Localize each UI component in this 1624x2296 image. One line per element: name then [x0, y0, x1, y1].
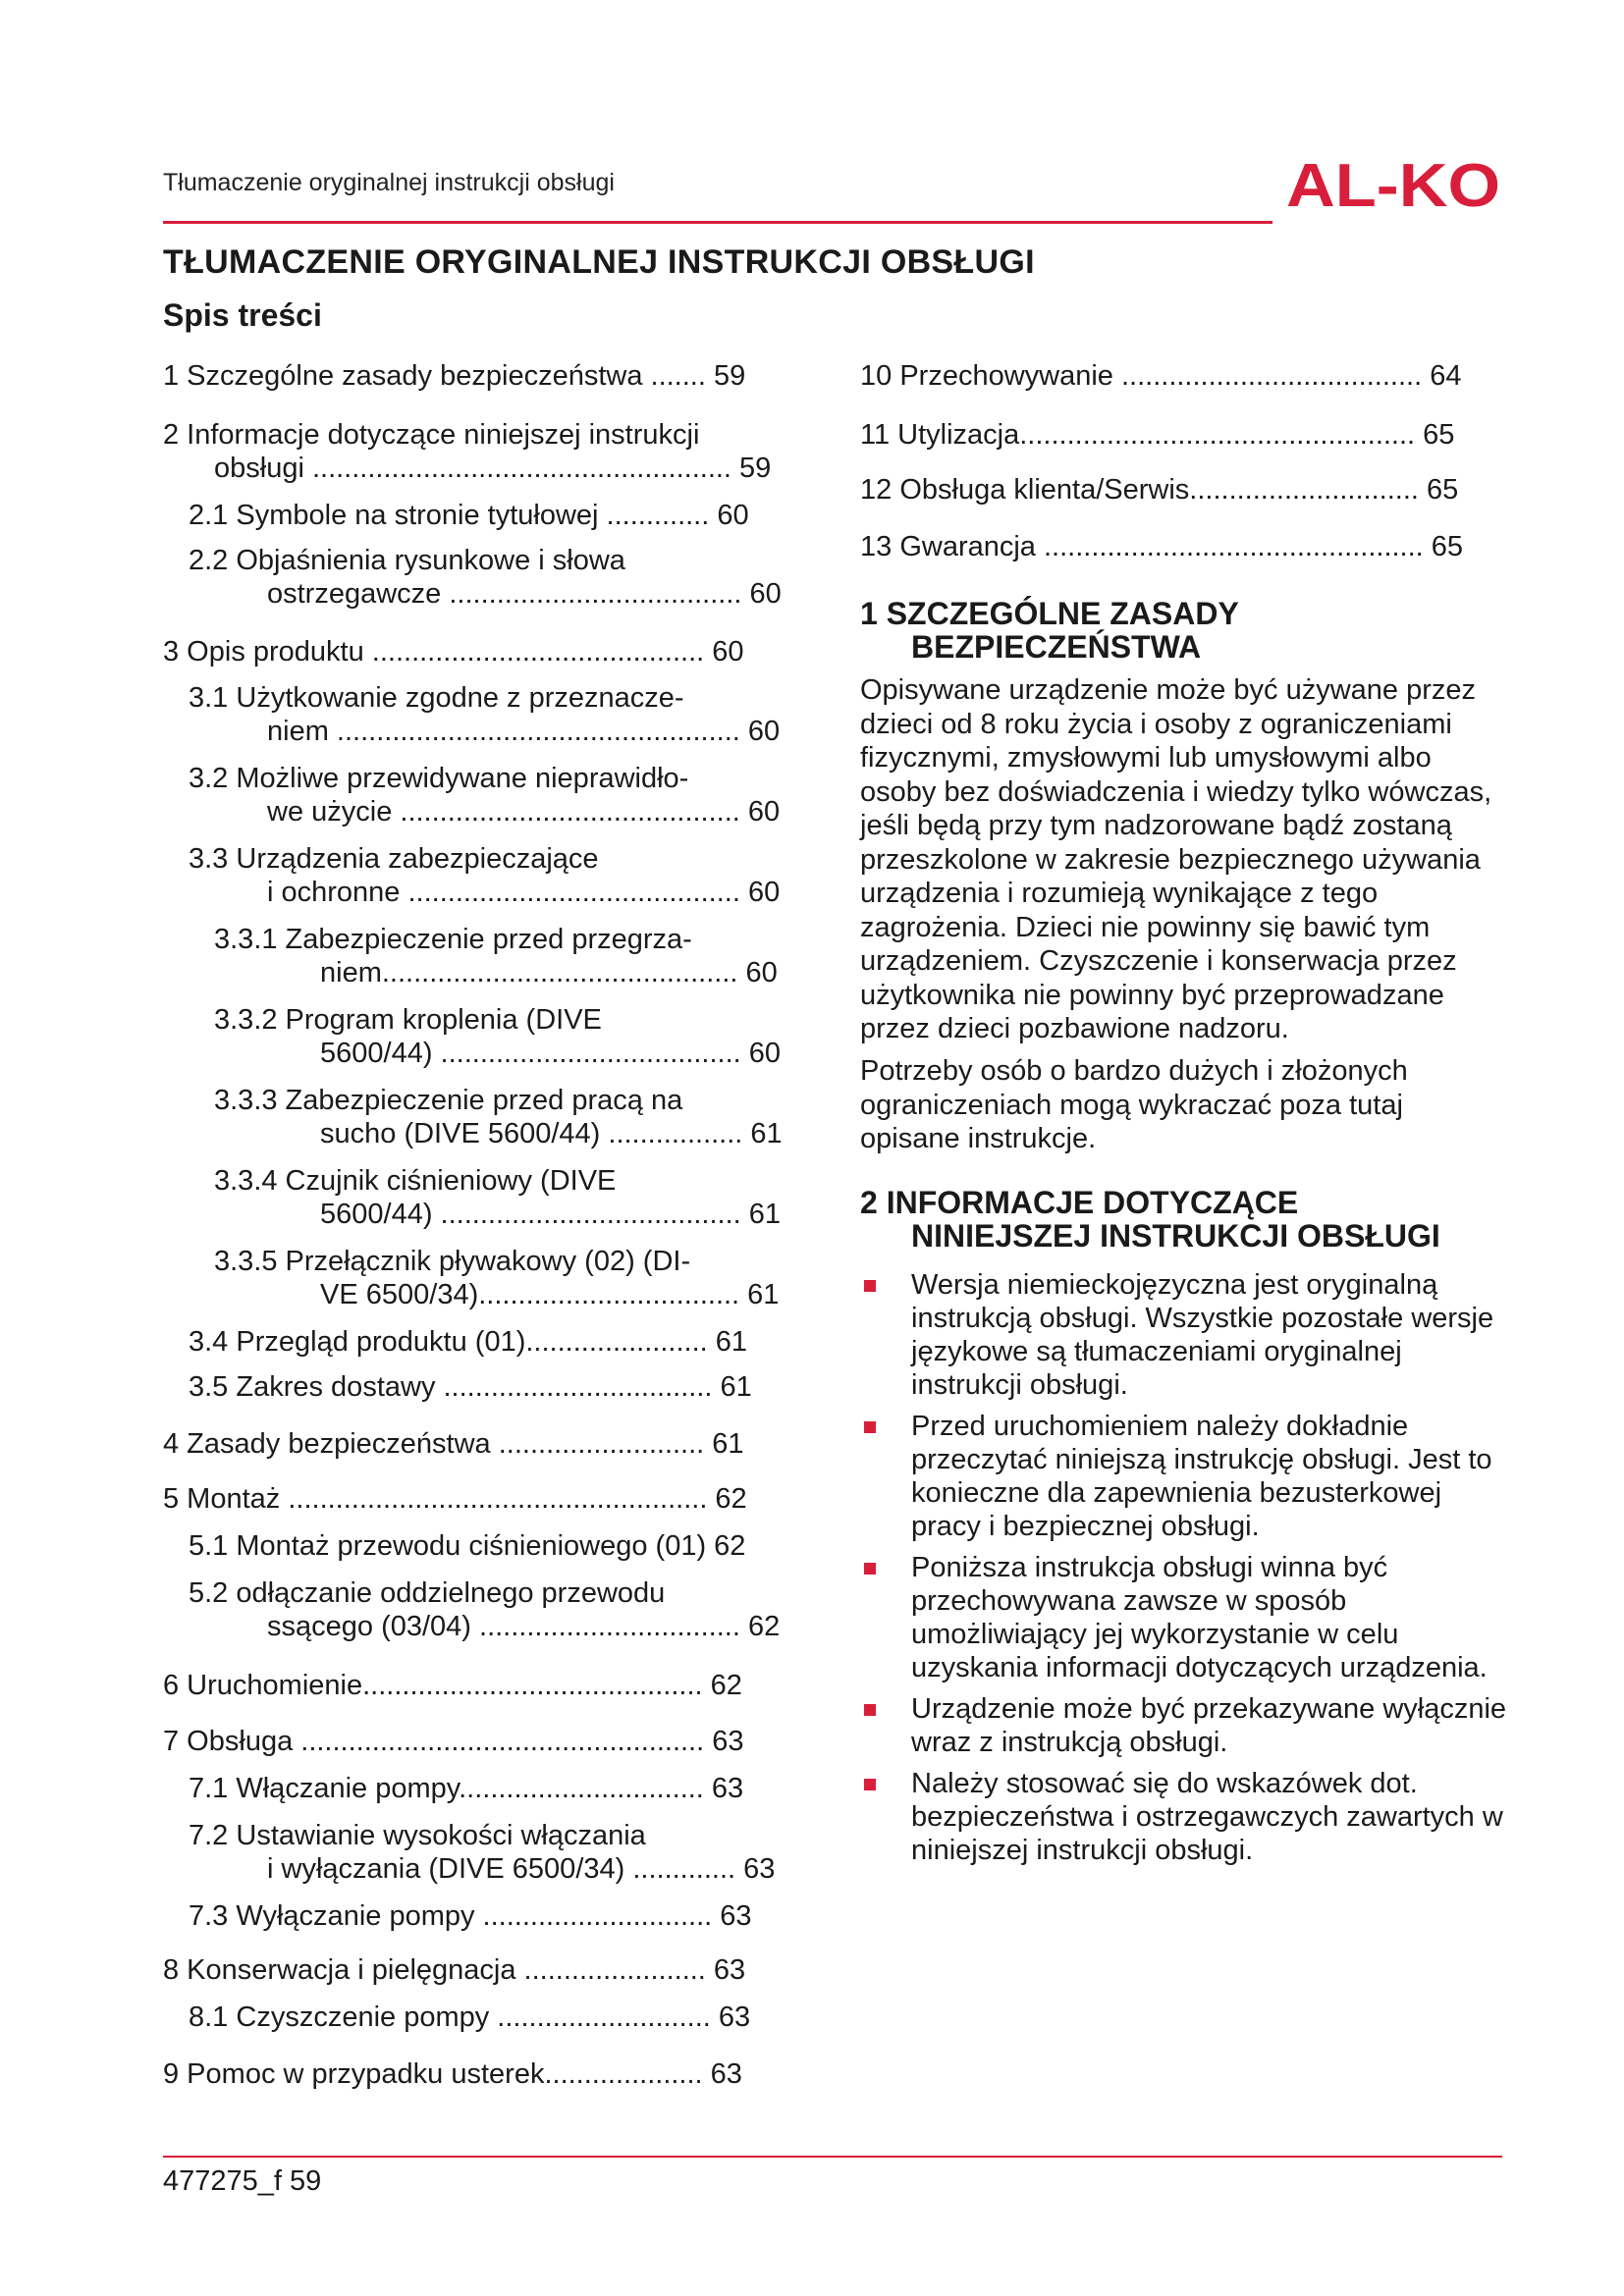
toc-entry[interactable]: 3.3 Urządzenia zabezpieczające — [189, 843, 599, 875]
bullet-square-icon — [864, 1421, 876, 1433]
toc-entry[interactable]: 3.3.5 Przełącznik pływakowy (02) (DI- — [214, 1246, 691, 1277]
toc-entry[interactable]: 3.3.3 Zabezpieczenie przed pracą na — [214, 1085, 683, 1116]
toc-entry[interactable]: 3.1 Użytkowanie zgodne z przeznacze- — [189, 682, 684, 714]
toc-entry[interactable]: 2 Informacje dotyczące niniejszej instrukcji — [163, 419, 700, 451]
al-ko-logo — [1286, 155, 1500, 214]
toc-entry-cont[interactable]: niem ................................................... 60 — [267, 716, 781, 747]
toc-entry[interactable]: 3.2 Możliwe przewidywane nieprawidło- — [189, 763, 689, 794]
toc-entry[interactable]: 6 Uruchomienie........................................... 62 — [163, 1670, 742, 1701]
toc-entry[interactable]: 7 Obsługa ................................................... 63 — [163, 1726, 744, 1757]
toc-entry-cont[interactable]: ostrzegawcze ..................................... 60 — [267, 578, 782, 610]
page-title: TŁUMACZENIE ORYGINALNEJ INSTRUKCJI OBSŁUGI — [163, 243, 1035, 281]
running-header: Tłumaczenie oryginalnej instrukcji obsługi — [163, 169, 615, 196]
bullet-square-icon — [864, 1779, 876, 1790]
header-rule — [163, 221, 1272, 224]
toc-entry[interactable]: 11 Utylizacja.................................................. 65 — [860, 419, 1455, 451]
toc-entry-cont[interactable]: obsługi ..................................................... 59 — [214, 453, 772, 484]
toc-entry[interactable]: 2.2 Objaśnienia rysunkowe i słowa — [189, 545, 625, 576]
toc-entry-cont[interactable]: ssącego (03/04) ................................. 62 — [267, 1611, 781, 1642]
toc-entry-cont[interactable]: i ochronne .......................................... 60 — [267, 877, 781, 908]
toc-entry[interactable]: 3.3.4 Czujnik ciśnieniowy (DIVE — [214, 1165, 617, 1197]
toc-entry[interactable]: 5.1 Montaż przewodu ciśnieniowego (01) 62 — [189, 1530, 746, 1562]
toc-entry[interactable]: 3.5 Zakres dostawy .................................. 61 — [189, 1371, 752, 1403]
toc-entry-cont[interactable]: we użycie ........................................... 60 — [267, 796, 781, 828]
toc-entry[interactable]: 1 Szczególne zasady bezpieczeństwa ....... 59 — [163, 360, 746, 392]
toc-entry-cont[interactable]: 5600/44) ...................................... 61 — [320, 1199, 782, 1230]
list-item: Urządzenie może być przekazywane wyłącznie wraz z instrukcją obsługi. — [860, 1692, 1508, 1759]
toc-entry-cont[interactable]: niem............................................. 60 — [320, 957, 778, 988]
toc-entry-cont[interactable]: i wyłączania (DIVE 6500/34) ............. 63 — [267, 1853, 776, 1885]
logo-text: AL-KO — [1286, 155, 1500, 214]
toc-entry-cont[interactable]: VE 6500/34)................................. 61 — [320, 1279, 780, 1310]
bullet-square-icon — [864, 1563, 876, 1575]
toc-entry[interactable]: 7.1 Włączanie pompy............................... 63 — [189, 1773, 744, 1804]
toc-entry[interactable]: 5.2 odłączanie oddzielnego przewodu — [189, 1577, 666, 1609]
toc-entry[interactable]: 9 Pomoc w przypadku usterek.................... 63 — [163, 2058, 742, 2090]
toc-entry[interactable]: 3 Opis produktu .......................................... 60 — [163, 636, 744, 667]
list-item: Poniższa instrukcja obsługi winna być przechowywana zawsze w sposób umożliwiający jej wykorzystanie w celu uzyskania informacji dotyczących urządzenia. — [860, 1551, 1508, 1684]
toc-entry[interactable]: 3.4 Przegląd produktu (01)....................... 61 — [189, 1326, 747, 1358]
toc-entry-cont[interactable]: sucho (DIVE 5600/44) ................. 61 — [320, 1118, 783, 1149]
toc-entry[interactable]: 3.3.2 Program kroplenia (DIVE — [214, 1004, 602, 1036]
footer-rule — [163, 2156, 1502, 2158]
section-1-heading: 1 SZCZEGÓLNE ZASADY BEZPIECZEŃSTWA — [860, 596, 1239, 665]
section-1-paragraph: Potrzeby osób o bardzo dużych i złożonych ograniczeniach mogą wykraczać poza tutaj opisane instrukcje. — [860, 1055, 1408, 1154]
toc-entry[interactable]: 2.1 Symbole na stronie tytułowej ............. 60 — [189, 500, 749, 531]
list-item: Należy stosować się do wskazówek dot. bezpieczeństwa i ostrzegawczych zawartych w niniejszej instrukcji obsługi. — [860, 1767, 1508, 1867]
list-item: Przed uruchomieniem należy dokładnie przeczytać niniejszą instrukcję obsługi. Jest to konieczne dla zapewnienia bezusterkowej pracy i bezpiecznej obsługi. — [860, 1410, 1508, 1543]
list-item: Wersja niemieckojęzyczna jest oryginalną instrukcją obsługi. Wszystkie pozostałe wersje językowe są tłumaczeniami oryginalnej instrukcji obsługi. — [860, 1268, 1508, 1402]
toc-entry[interactable]: 12 Obsługa klienta/Serwis............................. 65 — [860, 474, 1459, 506]
toc-entry[interactable]: 7.2 Ustawianie wysokości włączania — [189, 1820, 646, 1851]
toc-entry[interactable]: 13 Gwarancja ................................................ 65 — [860, 531, 1464, 562]
toc-entry[interactable]: 10 Przechowywanie ...................................... 64 — [860, 360, 1462, 392]
section-1-paragraph: Opisywane urządzenie może być używane przez dzieci od 8 roku życia i osoby z ograniczeniami fizycznymi, zmysłowymi lub umysłowymi albo osoby bez doświadczenia i wiedzy tylko wówczas, jeśli będą przy tym nadzorowane bądź zostaną przeszkolone w zakresie bezpiecznego używania urządzenia i rozumieją wynikające z tego zagrożenia. Dzieci nie powinny się bawić tym urządzeniem. Czyszczenie i konserwacja przez użytkownika nie powinny być przeprowadzane przez dzieci pozbawione nadzoru. — [860, 674, 1492, 1044]
page-footer: 477275_f 59 — [163, 2165, 322, 2197]
toc-entry[interactable]: 3.3.1 Zabezpieczenie przed przegrza- — [214, 924, 692, 955]
toc-entry[interactable]: 8 Konserwacja i pielęgnacja ....................... 63 — [163, 1954, 746, 1986]
toc-entry-cont[interactable]: 5600/44) ...................................... 60 — [320, 1038, 782, 1069]
toc-entry[interactable]: 7.3 Wyłączanie pompy ............................. 63 — [189, 1900, 752, 1932]
toc-title: Spis treści — [163, 297, 322, 333]
toc-entry[interactable]: 5 Montaż ..................................................... 62 — [163, 1483, 747, 1515]
toc-entry[interactable]: 4 Zasady bezpieczeństwa .......................... 61 — [163, 1428, 744, 1460]
section-2-heading: 2 INFORMACJE DOTYCZĄCE NINIEJSZEJ INSTRUKCJI OBSŁUGI — [860, 1185, 1440, 1254]
bullet-square-icon — [864, 1280, 876, 1292]
toc-entry[interactable]: 8.1 Czyszczenie pompy ........................... 63 — [189, 2002, 751, 2033]
bullet-square-icon — [864, 1704, 876, 1716]
